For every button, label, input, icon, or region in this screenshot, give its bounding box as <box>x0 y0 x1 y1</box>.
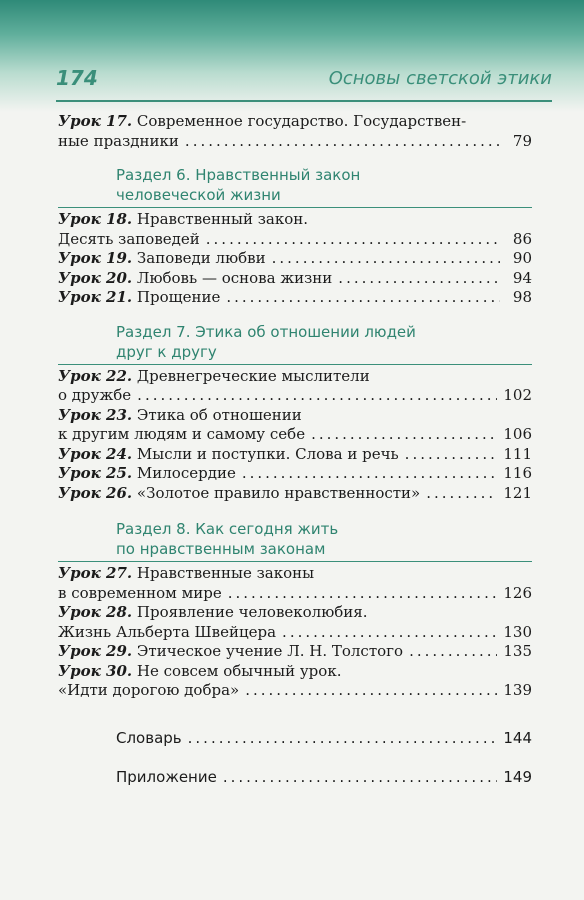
running-title: Основы светской этики <box>328 68 552 89</box>
toc-entry-25: Урок 25. Милосердие ..... 116 <box>58 464 532 484</box>
toc-entry-24: Урок 24. Мысли и поступки. Слова и речь ..... 111 <box>58 445 532 465</box>
section-6-title: Раздел 6. Нравственный закон человеческой жизни <box>116 166 361 204</box>
lesson-label: Урок 17. <box>58 112 133 130</box>
toc-entry-23: Урок 23. Этика об отношении <box>58 405 302 424</box>
leader-dots <box>185 132 500 152</box>
section-rule <box>58 207 532 208</box>
section-7-title: Раздел 7. Этика об отношении людей друг к другу <box>116 322 416 361</box>
header-band <box>0 0 584 112</box>
toc-entry-21: Урок 21. Прощение ..... 98 <box>58 288 532 308</box>
toc-entry-20: Урок 20. Любовь — основа жизни ..... 94 <box>58 269 532 289</box>
toc-entry-30-cont: «Идти дорогою добра» ..... 139 <box>58 681 532 701</box>
toc-entry-19: Урок 19. Заповеди любви ..... 90 <box>58 249 532 269</box>
toc-entry-30: Урок 30. Не совсем обычный урок. <box>58 661 342 680</box>
header-rule <box>56 100 552 102</box>
lesson-title-cont: ные праздники <box>58 131 179 150</box>
table-of-contents <box>58 112 532 788</box>
page-number: 174 <box>56 66 98 90</box>
toc-entry-23-cont: к другим людям и самому себе ..... 106 <box>58 425 532 445</box>
toc-entry-22: Урок 22. Древнегреческие мыслители <box>58 366 370 385</box>
toc-entry-28: Урок 28. Проявление человеколюбия. <box>58 603 368 621</box>
lesson-title: Современное государство. Государствен- <box>136 112 467 130</box>
toc-entry-appendix: Приложение ..... 149 <box>58 768 532 788</box>
section-rule <box>58 561 532 562</box>
toc-entry-glossary: Словарь ..... 144 <box>58 729 532 749</box>
section-rule <box>58 364 532 365</box>
toc-entry-17-cont <box>58 132 532 152</box>
toc-entry-17 <box>58 112 532 132</box>
toc-entry-28-cont: Жизнь Альберта Швейцера ..... 130 <box>58 623 532 643</box>
toc-entry-18-cont: Десять заповедей ..... 86 <box>58 230 532 250</box>
page-ref: 79 <box>512 131 532 150</box>
section-8-title: Раздел 8. Как сегодня жить по нравственным законам <box>116 520 339 558</box>
toc-entry-22-cont: о дружбе ..... 102 <box>58 386 532 406</box>
toc-entry-29: Урок 29. Этическое учение Л. Н. Толстого ..... 135 <box>58 642 532 662</box>
toc-entry-27-cont: в современном мире ..... 126 <box>58 584 532 604</box>
toc-entry-18: Урок 18. Нравственный закон. <box>58 210 309 228</box>
toc-entry-26: Урок 26. «Золотое правило нравственности» ..... 121 <box>58 484 532 504</box>
toc-entry-27: Урок 27. Нравственные законы <box>58 564 315 582</box>
